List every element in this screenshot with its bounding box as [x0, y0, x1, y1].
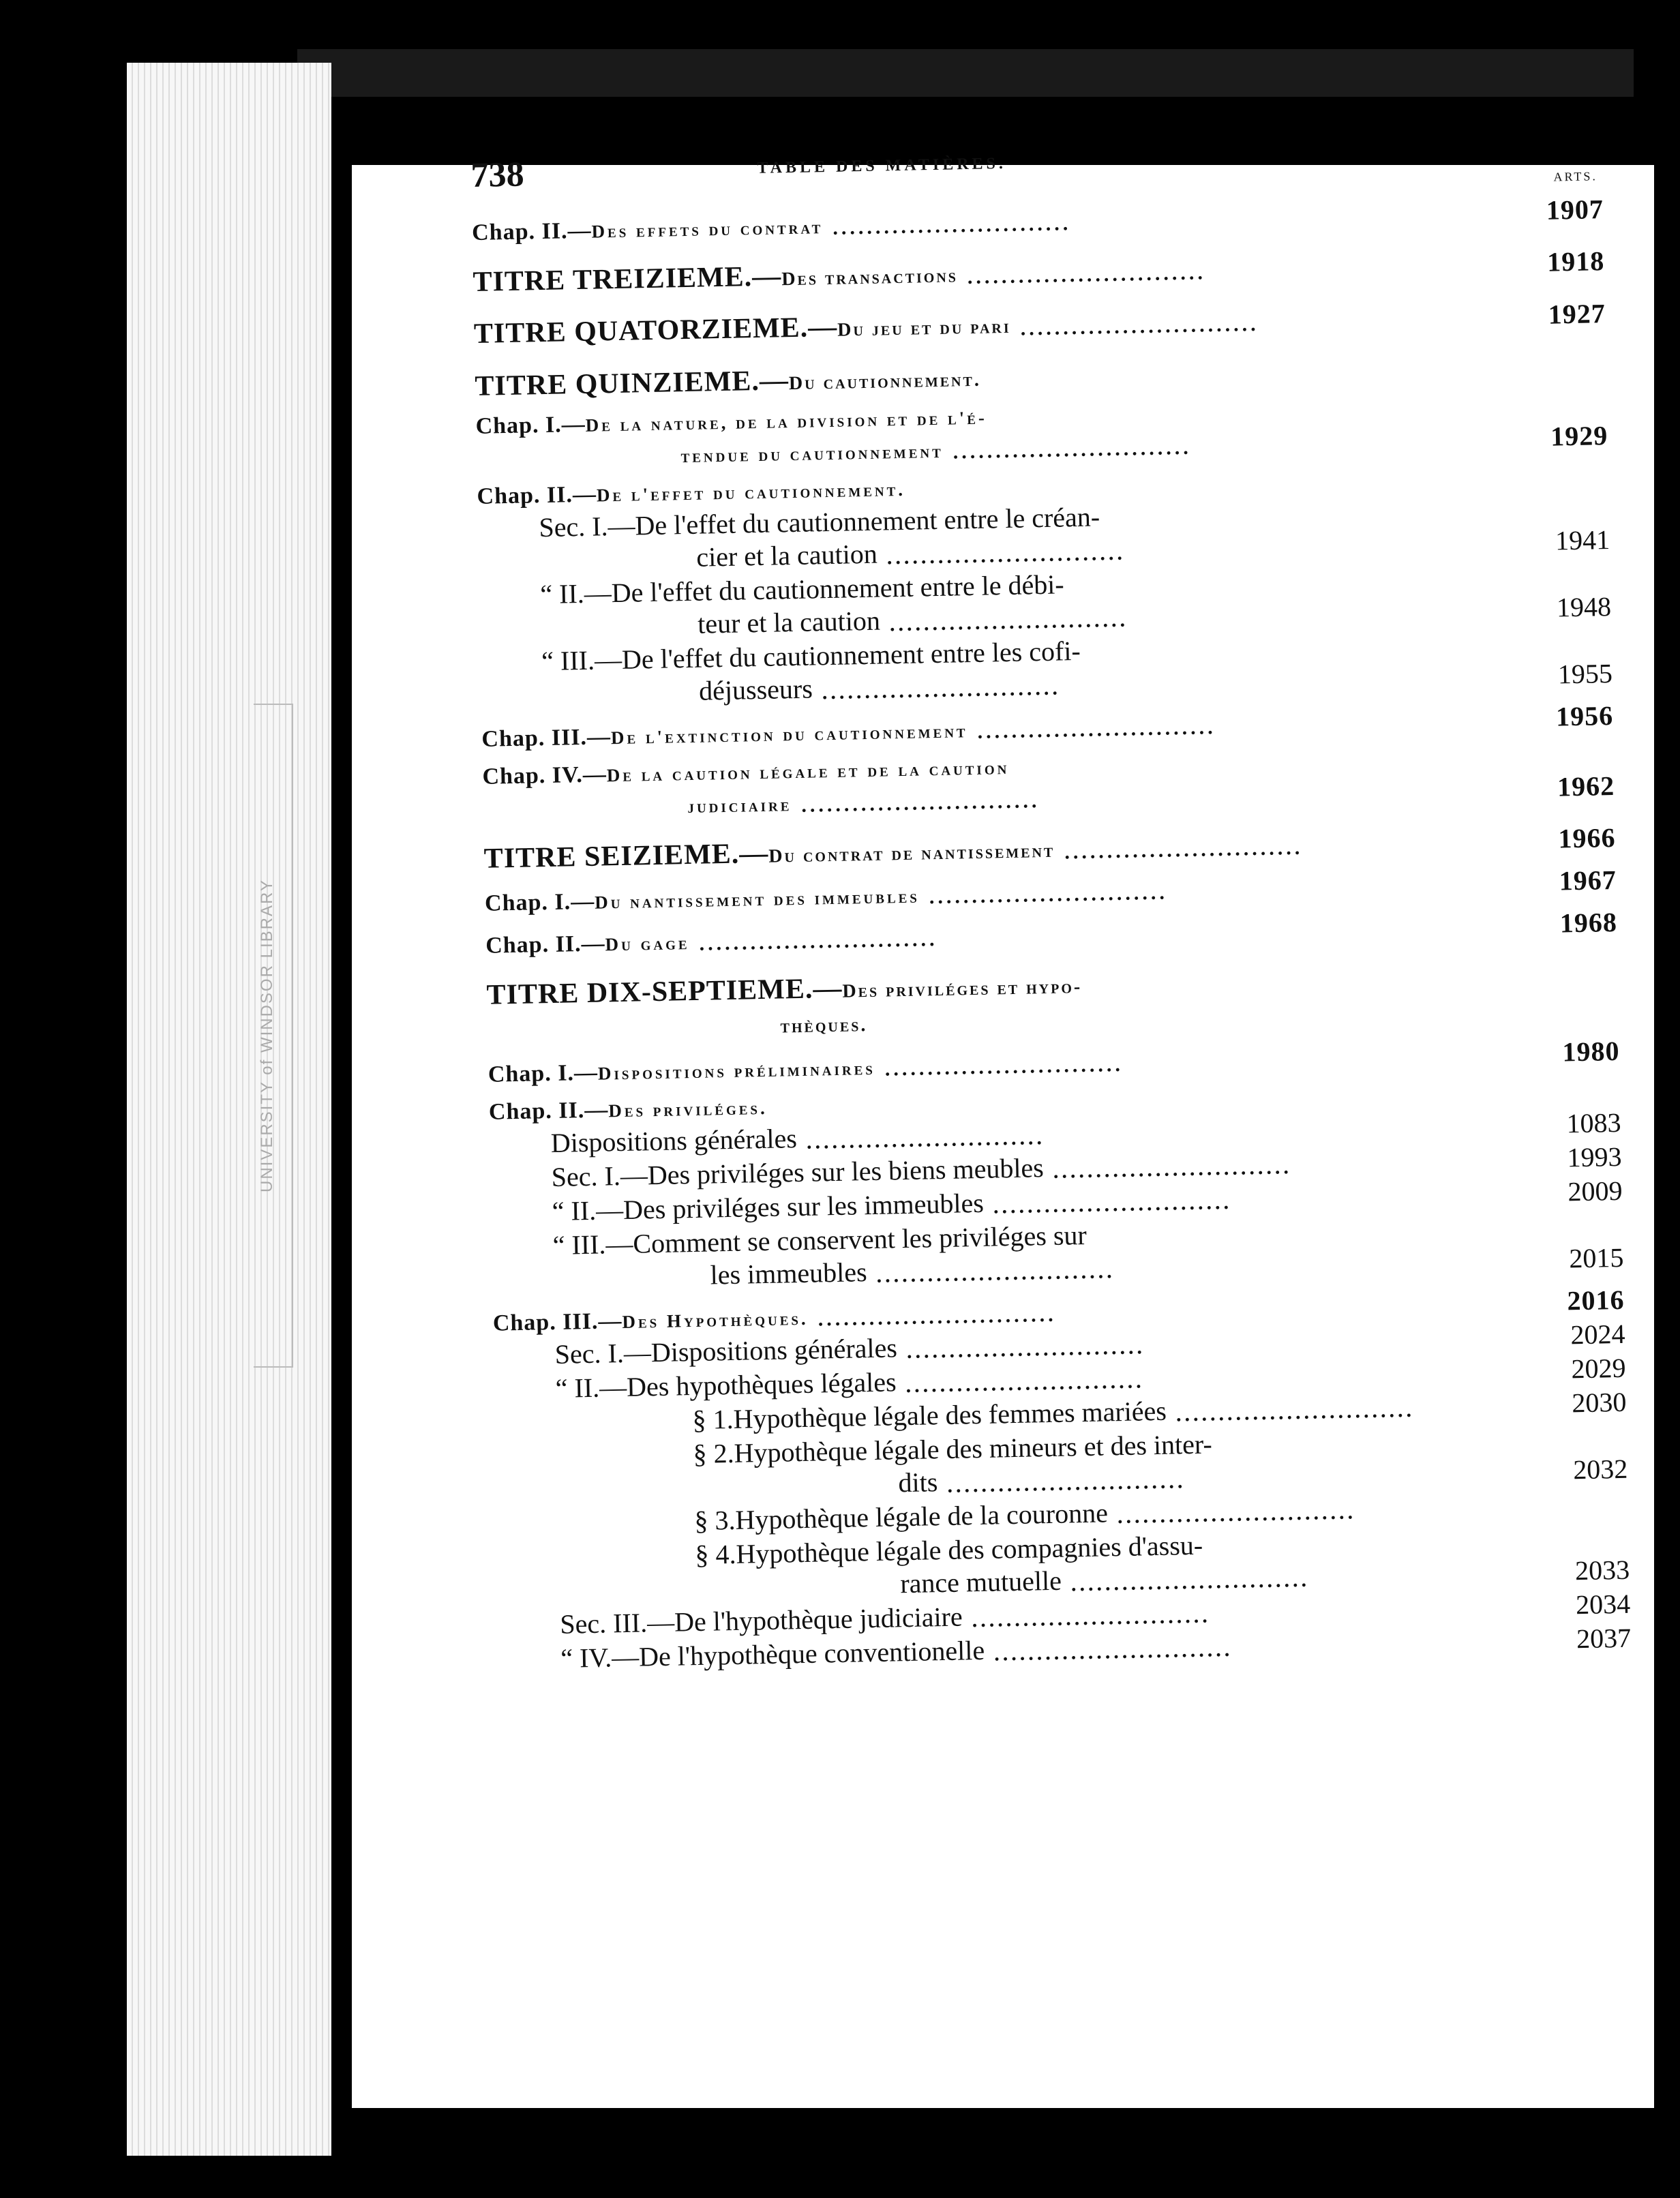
toc-entry-title: thèques.	[780, 1014, 868, 1038]
toc-entry-title: Des priviléges.	[608, 1097, 768, 1121]
toc-entry-text	[489, 1094, 768, 1127]
toc-entry-title: Hypothèque légale des femmes mariées	[733, 1395, 1167, 1434]
toc-entry-text	[481, 717, 968, 753]
toc-entry-text	[488, 1054, 876, 1089]
toc-dot-leader: ............................	[889, 608, 1129, 636]
toc-entry-title: De l'effet du cautionnement entre le créan-	[635, 501, 1100, 541]
toc-entry-text	[687, 790, 792, 820]
toc-article-number: 1980	[1562, 1035, 1620, 1068]
toc-entry-label: Chap. III.—	[481, 724, 612, 752]
toc-entry-label: “ II.—	[552, 1194, 624, 1226]
toc-entry-title: De l'extinction du cautionnement	[610, 721, 968, 749]
toc-dot-leader: ............................	[884, 1053, 1124, 1081]
toc-entry-label: Chap. II.—	[485, 931, 605, 959]
toc-entry-title: Des hypothèques légales	[626, 1366, 897, 1402]
toc-entry-title: Du nantissement des immeubles	[594, 886, 920, 913]
toc-dot-leader: ............................	[972, 1604, 1211, 1631]
toc-article-number: 1927	[1548, 297, 1606, 330]
toc-article-number: 1962	[1557, 770, 1615, 802]
toc-entry-text	[560, 1634, 985, 1674]
toc-entry-title: Hypothèque légale de la couronne	[735, 1496, 1109, 1535]
toc-dot-leader: ............................	[993, 1638, 1233, 1666]
toc-dot-leader: ............................	[886, 541, 1126, 569]
page-number: 738	[470, 155, 525, 195]
toc-article-number: 1956	[1555, 699, 1614, 732]
toc-article-number: 1918	[1546, 245, 1605, 278]
toc-dot-leader: ............................	[929, 881, 1169, 909]
toc-article-number: 1968	[1559, 906, 1618, 939]
toc-entry-label: Chap. II.—	[477, 481, 597, 509]
toc-entry-title: De la caution légale et de la caution	[606, 757, 1010, 786]
toc-entry-label: Chap. IV.—	[482, 762, 608, 789]
toc-dot-leader: ............................	[806, 1126, 1046, 1154]
toc-entry-text	[680, 437, 944, 470]
toc-article-number: 1967	[1559, 864, 1617, 897]
toc-entry-label: “ II.—	[555, 1371, 627, 1404]
toc-article-number: 1929	[1550, 420, 1608, 452]
toc-dot-leader: ............................	[1020, 312, 1259, 340]
toc-entry-label: § 3.	[694, 1504, 736, 1536]
table-of-contents	[470, 134, 1636, 1900]
toc-entry-title: teur et la caution	[697, 605, 881, 639]
toc-entry-label: Sec. I.—	[551, 1159, 648, 1192]
toc-entry-label: TITRE DIX-SEPTIEME.—	[486, 972, 843, 1011]
toc-entry-text	[555, 1366, 897, 1405]
toc-article-number: 1955	[1557, 657, 1613, 690]
running-title: TABLE DES MATIÈRES.	[757, 154, 1007, 177]
toc-entry-title: tendue du cautionnement	[680, 440, 944, 467]
toc-entry-label: Chap. II.—	[488, 1097, 609, 1125]
toc-entry-label: TITRE SEIZIEME.—	[483, 837, 769, 875]
toc-article-number: 2029	[1571, 1352, 1626, 1384]
toc-entry-title: Dispositions générales	[550, 1122, 798, 1158]
toc-dot-leader: ............................	[1175, 1398, 1415, 1426]
library-stamp: UNIVERSITY of WINDSOR LIBRARY	[254, 704, 293, 1368]
toc-entry-text	[696, 537, 877, 573]
toc-entry-text	[699, 672, 813, 707]
toc-entry-label: § 4.	[695, 1538, 736, 1570]
toc-entry-title: Du jeu et du pari	[837, 316, 1011, 342]
toc-entry-label: Chap. I.—	[487, 1059, 599, 1087]
toc-article-number: 1993	[1567, 1141, 1622, 1173]
toc-entry-title: Des priviléges sur les immeubles	[622, 1187, 985, 1225]
toc-entry-text	[550, 1122, 797, 1160]
toc-entry-label: Chap. II.—	[471, 217, 592, 246]
toc-dot-leader: ............................	[822, 676, 1062, 704]
toc-entry-label: Chap. I.—	[484, 888, 595, 916]
toc-dot-leader: ............................	[699, 928, 938, 955]
toc-entry-label: Sec. I.—	[554, 1336, 652, 1370]
toc-entry-text	[472, 213, 824, 247]
toc-article-number: 1907	[1546, 194, 1604, 226]
toc-entry-text	[710, 1256, 867, 1291]
toc-dot-leader: ............................	[947, 1469, 1186, 1497]
toc-dot-leader: ............................	[817, 1303, 1057, 1331]
toc-article-number: 2037	[1576, 1622, 1632, 1654]
toc-entry-title: De la nature, de la division et de l'é-	[585, 407, 988, 436]
toc-entry-title: De l'hypothèque judiciaire	[674, 1601, 963, 1638]
toc-entry-title: Des Hypothèques.	[622, 1308, 809, 1332]
toc-entry-label: TITRE QUINZIEME.—	[475, 364, 790, 402]
toc-entry-title: Du contrat de nantissement	[768, 840, 1055, 867]
toc-entry-title: Comment se conservent les priviléges sur	[632, 1219, 1088, 1259]
toc-dot-leader: ............................	[993, 1190, 1233, 1218]
toc-entry-title: Des transactions	[781, 265, 959, 290]
toc-dot-leader: ............................	[801, 789, 1040, 817]
toc-entry	[474, 295, 1606, 351]
book-cover-edge	[297, 49, 1634, 97]
toc-entry-title: De l'hypothèque conventionelle	[638, 1634, 985, 1672]
toc-entry-text	[780, 1005, 868, 1041]
toc-article-number: 1941	[1555, 524, 1610, 556]
toc-entry-label: “ II.—	[539, 577, 612, 609]
toc-entry-label: “ III.—	[552, 1228, 633, 1261]
toc-entry-title: De l'effet du cautionnement entre les cofi-	[621, 635, 1081, 675]
toc-article-number: 2024	[1570, 1318, 1625, 1350]
toc-entry-title: rance mutuelle	[899, 1565, 1062, 1599]
toc-article-number: 2034	[1575, 1588, 1631, 1620]
toc-entry-title: Des priviléges sur les biens meubles	[647, 1151, 1045, 1190]
toc-entry-label: Chap. III.—	[492, 1308, 622, 1336]
toc-entry-title: Des priviléges et hypo-	[842, 976, 1083, 1002]
toc-entry-title: Dispositions générales	[650, 1331, 898, 1368]
page-edges	[127, 63, 331, 2156]
toc-dot-leader: ............................	[977, 715, 1216, 743]
toc-article-number: 2009	[1567, 1175, 1623, 1207]
toc-entry-text	[475, 359, 981, 404]
toc-entry-text	[898, 1466, 938, 1499]
toc-entry-label: “ III.—	[541, 644, 622, 676]
toc-entry-text	[554, 1331, 897, 1371]
toc-dot-leader: ............................	[967, 261, 1207, 289]
toc-entry-text	[694, 1496, 1108, 1537]
arts-column-label: ARTS.	[1553, 169, 1598, 184]
toc-entry-label: Sec. III.—	[559, 1606, 675, 1640]
toc-entry-title: les immeubles	[710, 1256, 867, 1291]
toc-entry-title: De l'effet du cautionnement.	[596, 479, 906, 506]
toc-entry	[472, 243, 1605, 299]
toc-entry-label: TITRE TREIZIEME.—	[472, 260, 782, 298]
toc-entry-text	[474, 307, 1011, 352]
toc-dot-leader: ............................	[1064, 836, 1304, 864]
toc-entry-title: Du cautionnement.	[788, 369, 982, 394]
toc-entry-title: Du gage	[605, 933, 690, 955]
toc-entry-text	[485, 882, 920, 918]
toc-entry-label: § 1.	[692, 1403, 734, 1435]
toc-entry-title: Dispositions préliminaires	[597, 1057, 876, 1084]
toc-entries	[472, 193, 1632, 1676]
toc-entry-title: Des effets du contrat	[591, 217, 824, 242]
toc-dot-leader: ............................	[832, 212, 1072, 239]
toc-entry-label: “ IV.—	[560, 1641, 640, 1674]
toc-dot-leader: ............................	[1070, 1568, 1310, 1596]
toc-entry-text	[698, 604, 881, 640]
toc-entry-text	[472, 256, 958, 299]
toc-entry-title: Hypothèque légale des compagnies d'assu-	[736, 1529, 1203, 1569]
toc-dot-leader: ............................	[876, 1259, 1115, 1287]
toc-entry-title: Hypothèque légale des mineurs et des inter-	[734, 1428, 1213, 1469]
toc-dot-leader: ............................	[1117, 1500, 1357, 1528]
toc-entry-text	[483, 830, 1055, 875]
toc-entry-text	[560, 1600, 963, 1640]
toc-article-number: 2030	[1571, 1386, 1627, 1418]
toc-entry-text	[900, 1564, 1062, 1600]
toc-article-number: 2015	[1568, 1241, 1624, 1274]
toc-entry-title: De l'effet du cautionnement entre le débi-	[611, 569, 1065, 608]
toc-entry-title: cier et la caution	[695, 538, 878, 573]
toc-entry-label: Chap. I.—	[475, 412, 586, 440]
toc-dot-leader: ............................	[1053, 1155, 1293, 1183]
toc-entry-title: dits	[898, 1466, 938, 1498]
toc-entry-title: judiciaire	[687, 794, 792, 817]
toc-article-number: 2032	[1572, 1453, 1628, 1485]
toc-entry-label: Sec. I.—	[539, 510, 635, 543]
toc-entry-label: § 2.	[693, 1437, 735, 1469]
toc-article-number: 1083	[1566, 1106, 1621, 1139]
toc-article-number: 2016	[1567, 1284, 1625, 1316]
toc-entry-title: déjusseurs	[698, 673, 813, 706]
toc-entry-label: TITRE QUATORZIEME.—	[473, 312, 838, 350]
toc-dot-leader: ............................	[906, 1335, 1146, 1363]
toc-article-number: 1948	[1556, 590, 1612, 623]
toc-dot-leader: ............................	[952, 436, 1192, 464]
toc-article-number: 1966	[1558, 822, 1616, 854]
toc-entry-text	[493, 1304, 809, 1338]
toc-article-number: 2033	[1574, 1554, 1630, 1586]
toc-entry-text	[485, 929, 690, 961]
toc-dot-leader: ............................	[905, 1369, 1145, 1397]
